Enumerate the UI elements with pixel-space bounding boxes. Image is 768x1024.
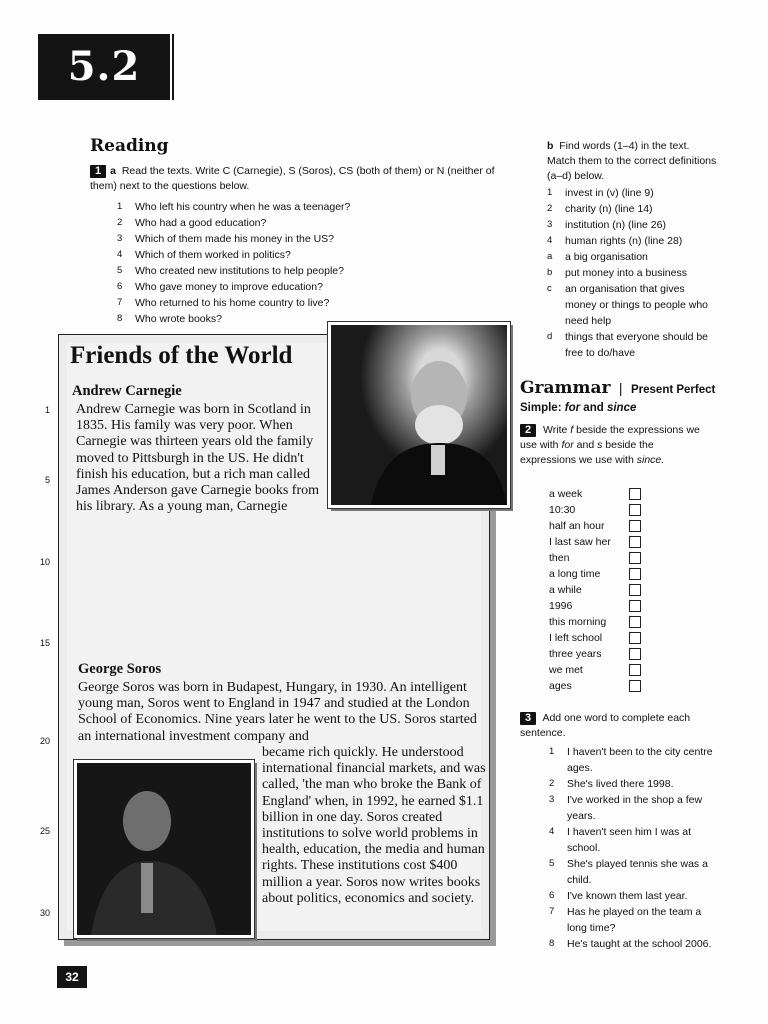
answer-box[interactable] xyxy=(629,648,641,660)
exercise-letter: b xyxy=(547,140,554,152)
list-item: c an organisation that gives money or things to people who need help xyxy=(547,283,709,327)
soros-text-side: became rich quickly. He understood international financial markets, and was called, 'the man who broke the Bank of England' when, in 1992, he earned $1.1 billion in one day. Soros created institutions to solve world problems in health, education, the media and human rights. These institutions cost $400 million a year. Soros now writes books about politics, economics and society. xyxy=(262,745,486,906)
expression-row: I last saw her xyxy=(549,534,659,550)
soros-portrait xyxy=(74,760,254,938)
list-item: 5 Who created new institutions to help people? xyxy=(117,265,344,277)
portrait-icon xyxy=(331,325,507,505)
grammar-heading-block xyxy=(520,378,720,416)
list-item: 2 She's lived there 1998. xyxy=(549,778,674,790)
carnegie-heading: Andrew Carnegie xyxy=(72,383,182,399)
answer-box[interactable] xyxy=(629,520,641,532)
reading-heading: Reading xyxy=(90,136,169,156)
soros-heading: George Soros xyxy=(78,661,162,677)
expression-row: 10:30 xyxy=(549,502,659,518)
grammar-topic: Present Perfect Simple: for and since xyxy=(520,384,716,414)
expression-row: this morning xyxy=(549,614,659,630)
answer-box[interactable] xyxy=(629,600,641,612)
answer-box[interactable] xyxy=(629,664,641,676)
question-list xyxy=(117,199,497,327)
expression-row: I left school xyxy=(549,630,659,646)
list-item: 3 I've worked in the shop a few years. xyxy=(549,794,703,822)
carnegie-text-wide xyxy=(76,516,486,646)
answer-box[interactable] xyxy=(629,536,641,548)
answer-box[interactable] xyxy=(629,616,641,628)
list-item: 2 charity (n) (line 14) xyxy=(547,203,653,215)
line-number: 5 xyxy=(44,475,50,485)
list-item: 3 institution (n) (line 26) xyxy=(547,219,666,231)
soros-text-top: George Soros was born in Budapest, Hungary, in 1930. An intelligent young man, Soros went to England in 1947 and studied at the London School of Economics. Nine years later he went to the US. Soros started an international investment company and xyxy=(78,680,477,744)
line-number: 1 xyxy=(44,405,50,415)
expression-row: a while xyxy=(549,582,659,598)
list-item: 5 She's played tennis she was a child. xyxy=(549,858,708,886)
list-item: 1 I haven't been to the city centre ages. xyxy=(549,746,713,774)
line-number: 15 xyxy=(39,638,50,648)
expression-row: half an hour xyxy=(549,518,659,534)
line-number: 10 xyxy=(39,557,50,567)
expression-row: a long time xyxy=(549,566,659,582)
list-item: b put money into a business xyxy=(547,267,687,279)
line-number: 25 xyxy=(39,826,50,836)
expression-row: ages xyxy=(549,678,659,694)
exercise-number: 2 xyxy=(520,424,536,437)
line-number: 30 xyxy=(39,908,50,918)
exercise-number: 3 xyxy=(520,712,536,725)
answer-box[interactable] xyxy=(629,552,641,564)
answer-box[interactable] xyxy=(629,632,641,644)
expression-row: three years xyxy=(549,646,659,662)
list-item: 7 Has he played on the team a long time? xyxy=(549,906,702,934)
list-item: 4 human rights (n) (line 28) xyxy=(547,235,683,247)
exercise-letter: a xyxy=(110,165,116,177)
answer-box[interactable] xyxy=(629,488,641,500)
list-item: 6 I've known them last year. xyxy=(549,890,688,902)
answer-box[interactable] xyxy=(629,680,641,692)
list-item: 8 He's taught at the school 2006. xyxy=(549,938,712,950)
carnegie-portrait xyxy=(328,322,510,508)
page-number: 32 xyxy=(57,966,87,988)
divider: | xyxy=(618,380,623,396)
expression-row: a week xyxy=(549,486,659,502)
list-item: 4 Which of them worked in politics? xyxy=(117,249,291,261)
exercise-2: 2 Write f beside the expressions we use with for and s beside the expressions we use with since. xyxy=(520,424,700,466)
expression-row: 1996 xyxy=(549,598,659,614)
expression-row: then xyxy=(549,550,659,566)
carnegie-text-narrow: Andrew Carnegie was born in Scotland in 1835. His family was very poor. When Carnegie was thirteen years old the family moved to Pittsburgh in the US. He didn't finish his education, but a rich man called James Anderson gave Carnegie books from his library. As a young man, Carnegie xyxy=(76,402,319,515)
answer-box[interactable] xyxy=(629,504,641,516)
list-item: 3 Which of them made his money in the US? xyxy=(117,233,335,245)
expression-list xyxy=(549,486,659,694)
exercise-instruction: Read the texts. Write C (Carnegie), S (Soros), CS (both of them) or N (neither of them) next to the questions below. xyxy=(90,165,495,192)
word-list xyxy=(547,185,717,361)
line-number: 20 xyxy=(39,736,50,746)
expression-row: we met xyxy=(549,662,659,678)
exercise-number: 1 xyxy=(90,165,106,178)
list-item: 7 Who returned to his home country to live? xyxy=(117,297,330,309)
answer-box[interactable] xyxy=(629,584,641,596)
exercise-1a xyxy=(90,164,500,194)
list-item: 1 invest in (v) (line 9) xyxy=(547,187,654,199)
list-item: 2 Who had a good education? xyxy=(117,217,267,229)
list-item: 4 I haven't seen him I was at school. xyxy=(549,826,691,854)
list-item: 6 Who gave money to improve education? xyxy=(117,281,323,293)
unit-number: 5.2 xyxy=(38,34,170,100)
list-item: 1 Who left his country when he was a teenager? xyxy=(117,201,351,213)
grammar-heading: Grammar xyxy=(520,378,611,398)
sentence-list xyxy=(549,744,719,952)
portrait-icon xyxy=(77,763,251,935)
list-item: a a big organisation xyxy=(547,251,648,263)
list-item: d things that everyone should be free to do/have xyxy=(547,331,709,359)
list-item: 8 Who wrote books? xyxy=(117,313,222,325)
exercise-3: 3 Add one word to complete each sentence. xyxy=(520,712,691,739)
answer-box[interactable] xyxy=(629,568,641,580)
exercise-1b xyxy=(547,139,717,184)
exercise-instruction: Find words (1–4) in the text. Match them to the correct definitions (a–d) below. xyxy=(547,140,717,182)
article-title: Friends of the World xyxy=(70,342,293,369)
